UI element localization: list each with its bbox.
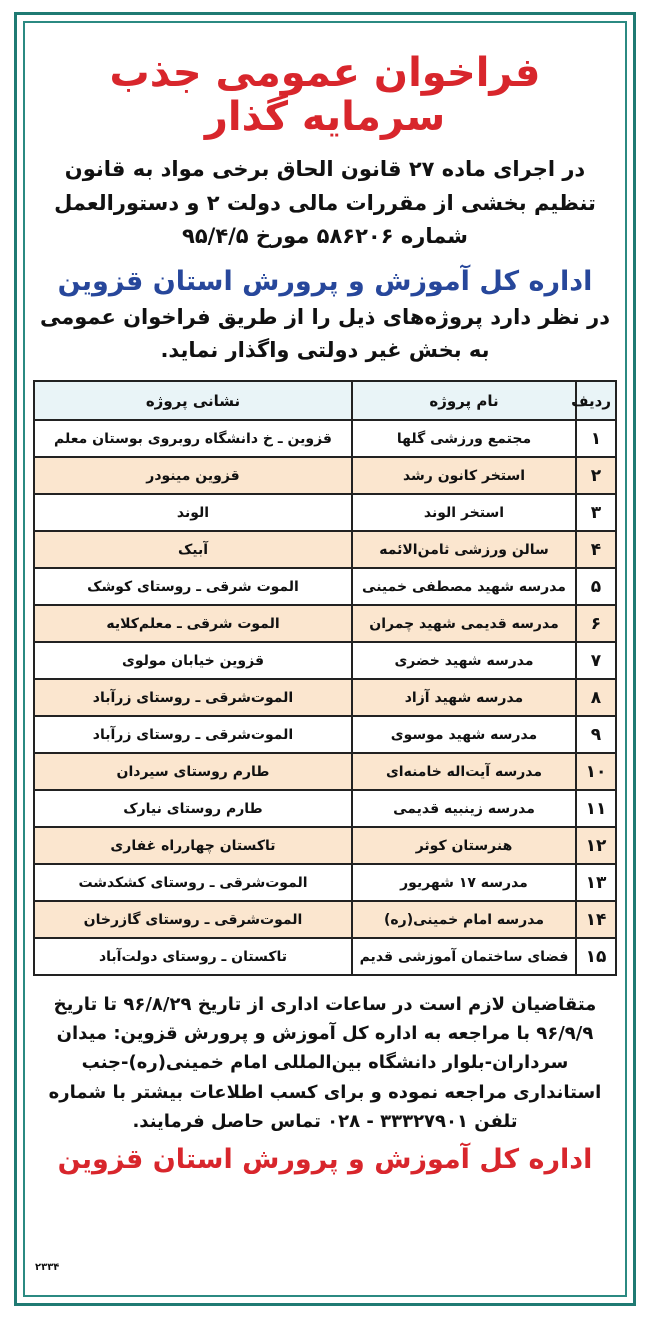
table-row: [34, 420, 616, 457]
cell-row-number: ۳: [576, 494, 616, 531]
cell-row-number: ۱۲: [576, 827, 616, 864]
cell-project-name: مدرسه شهید موسوی: [352, 716, 576, 753]
cell-row-number: ۱۴: [576, 901, 616, 938]
cell-row-number: ۶: [576, 605, 616, 642]
cell-row-number: ۱۳: [576, 864, 616, 901]
application-instructions: متقاضیان لازم است در ساعات اداری از تاریخ ۹۶/۸/۲۹ تا تاریخ ۹۶/۹/۹ با مراجعه به اداره کل آموزش و پرورش قزوین: میدان سرداران-بلوار دانشگاه بین‌المللی امام خمینی(ره)-جنب استانداری مراجعه نموده و برای کسب اطلاعات بیشتر با شماره تلفن ۳۳۳۲۷۹۰۱ - ۰۲۸ تماس حاصل فرمایند.: [48, 994, 602, 1132]
organization-name: اداره کل آموزش و پرورش استان قزوین: [57, 265, 593, 297]
table-row: [34, 864, 616, 901]
cell-project-address: الموت شرقی ـ روستای کوشک: [34, 568, 352, 605]
cell-project-address: قزوین ـ خ دانشگاه روبروی بوستان معلم: [34, 420, 352, 457]
cell-project-name: مدرسه امام خمینی(ره): [352, 901, 576, 938]
cell-project-name: مدرسه زینبیه قدیمی: [352, 790, 576, 827]
cell-project-name: مجتمع ورزشی گلها: [352, 420, 576, 457]
cell-project-address: تاکستان چهارراه غفاری: [34, 827, 352, 864]
cell-project-address: تاکستان ـ روستای دولت‌آباد: [34, 938, 352, 975]
announcement-title: فراخوان عمومی جذب سرمایه گذار: [109, 50, 541, 140]
cell-project-name: مدرسه شهید خضری: [352, 642, 576, 679]
ad-frame: [14, 12, 636, 1306]
projects-table-body: [34, 420, 616, 975]
cell-row-number: ۱۰: [576, 753, 616, 790]
table-row: [34, 494, 616, 531]
table-row: [34, 531, 616, 568]
legal-basis-text: در اجرای ماده ۲۷ قانون الحاق برخی مواد به قانون تنظیم بخشی از مقررات مالی دولت ۲ و دستورالعمل شماره ۵۸۶۲۰۶ مورخ ۹۵/۴/۵: [54, 157, 596, 249]
ad-code: ۲۳۳۴: [35, 1262, 60, 1273]
cell-project-name: استخر کانون رشد: [352, 457, 576, 494]
cell-project-address: الموت‌شرقی ـ روستای زرآباد: [34, 679, 352, 716]
cell-row-number: ۱۵: [576, 938, 616, 975]
cell-project-name: فضای ساختمان آموزشی قدیم: [352, 938, 576, 975]
table-row: [34, 605, 616, 642]
table-row: [34, 753, 616, 790]
cell-project-name: مدرسه قدیمی شهید چمران: [352, 605, 576, 642]
cell-project-name: استخر الوند: [352, 494, 576, 531]
cell-row-number: ۱: [576, 420, 616, 457]
table-row: [34, 642, 616, 679]
table-row: [34, 938, 616, 975]
table-row: [34, 901, 616, 938]
cell-project-address: طارم روستای نیارک: [34, 790, 352, 827]
cell-project-name: مدرسه شهید مصطفی خمینی: [352, 568, 576, 605]
cell-row-number: ۵: [576, 568, 616, 605]
table-row: [34, 716, 616, 753]
projects-table: [33, 380, 617, 976]
cell-row-number: ۷: [576, 642, 616, 679]
signature-organization: اداره کل آموزش و پرورش استان قزوین: [57, 1143, 593, 1175]
cell-project-name: مدرسه ۱۷ شهریور: [352, 864, 576, 901]
cell-project-address: الموت‌شرقی ـ روستای کشکدشت: [34, 864, 352, 901]
organization-statement: در نظر دارد پروژه‌های ذیل را از طریق فراخوان عمومی به بخش غیر دولتی واگذار نماید.: [39, 304, 610, 363]
cell-row-number: ۹: [576, 716, 616, 753]
cell-project-address: الموت‌شرقی ـ روستای گازرخان: [34, 901, 352, 938]
ad-inner-border: [23, 21, 627, 1297]
cell-project-address: الموت‌شرقی ـ روستای زرآباد: [34, 716, 352, 753]
cell-project-address: طارم روستای سیردان: [34, 753, 352, 790]
table-row: [34, 568, 616, 605]
cell-row-number: ۸: [576, 679, 616, 716]
cell-row-number: ۴: [576, 531, 616, 568]
cell-project-address: الوند: [34, 494, 352, 531]
header-row-number: ردیف: [576, 381, 616, 420]
cell-project-address: الموت شرقی ـ معلم‌کلایه: [34, 605, 352, 642]
cell-row-number: ۲: [576, 457, 616, 494]
table-row: [34, 457, 616, 494]
cell-project-name: سالن ورزشی ثامن‌الائمه: [352, 531, 576, 568]
table-header-row: [34, 381, 616, 420]
header-project-address: نشانی پروژه: [34, 381, 352, 420]
cell-project-address: آبیک: [34, 531, 352, 568]
cell-project-address: قزوین خیابان مولوی: [34, 642, 352, 679]
table-row: [34, 790, 616, 827]
table-row: [34, 679, 616, 716]
cell-project-name: مدرسه شهید آزاد: [352, 679, 576, 716]
cell-project-name: مدرسه آیت‌اله خامنه‌ای: [352, 753, 576, 790]
cell-project-address: قزوین مینودر: [34, 457, 352, 494]
cell-project-name: هنرستان کوثر: [352, 827, 576, 864]
table-row: [34, 827, 616, 864]
header-project-name: نام پروژه: [352, 381, 576, 420]
cell-row-number: ۱۱: [576, 790, 616, 827]
